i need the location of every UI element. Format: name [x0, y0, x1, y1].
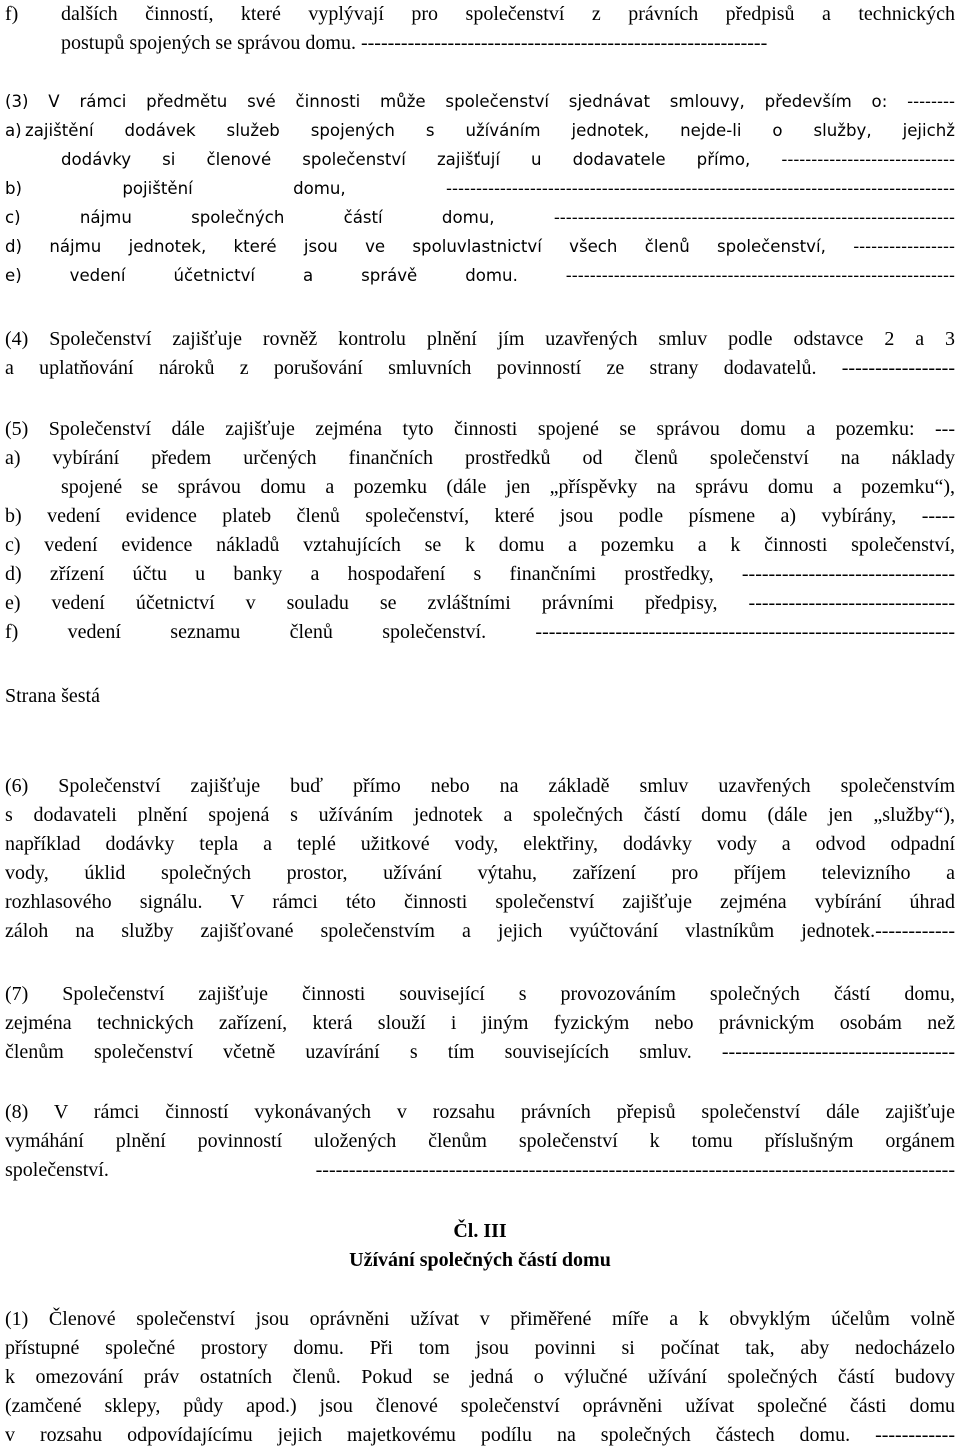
- article-3-paragraph-1-line3: k omezování práv ostatních členů. Pokud se jedná o výlučné užívání společných částí budovy: [5, 1366, 955, 1388]
- article-3-paragraph-1-line1: (1) Členové společenství jsou oprávněni užívat v přiměřené míře a k obvyklým účelům volně: [5, 1308, 955, 1330]
- paragraph-3-item-a-text2: dodávky si členové společenství zajišťují u dodavatele přímo, -----------------------------: [61, 150, 955, 169]
- paragraph-6-line1: (6) Společenství zajišťuje buď přímo nebo na základě smluv uzavřených společenstvím: [5, 775, 955, 797]
- paragraph-6-line2: s dodavateli plnění spojená s užíváním jednotek a společných částí domu (dále jen „služby“),: [5, 804, 955, 826]
- paragraph-3-item-a-text1: zajištění dodávek služeb spojených s užíváním jednotek, nejde-li o služby, jejichž: [25, 121, 955, 140]
- page-label-text: Strana šestá: [5, 685, 100, 707]
- paragraph-3-intro: (3) V rámci předmětu své činnosti může společenství sjednávat smlouvy, především o: --------: [5, 92, 955, 111]
- paragraph-3-item-d: d) nájmu jednotek, které jsou ve spoluvlastnictví všech členů společenství, -----------------: [5, 237, 955, 256]
- paragraph-5-item-a-line1: a) vybírání předem určených finančních prostředků od členů společenství na náklady: [5, 447, 955, 469]
- paragraph-4: [5, 325, 955, 383]
- paragraph-4-line1: (4) Společenství zajišťuje rovněž kontrolu plnění jím uzavřených smluv podle odstavce 2 a 3: [5, 328, 955, 350]
- paragraph-3-item-c: c) nájmu společných částí domu, -------------------------------------------------------------------: [5, 208, 955, 227]
- item-f-top-label: f): [5, 3, 19, 25]
- article-number: Čl. III: [453, 1220, 507, 1242]
- paragraph-3-item-e: e) vedení účetnictví a správě domu. -----------------------------------------------------------------: [5, 266, 955, 285]
- paragraph-7-line3: členům společenství včetně uzavírání s tím souvisejících smluv. -----------------------------------: [5, 1041, 955, 1063]
- article-heading: [5, 1217, 955, 1275]
- paragraph-8-line2: vymáhání plnění povinností uložených členům společenství k tomu příslušným orgánem: [5, 1130, 955, 1152]
- paragraph-5-item-a-line2: spojené se správou domu a pozemku (dále jen „příspěvky na správu domu a pozemku“),: [61, 476, 955, 498]
- paragraph-6: [5, 772, 955, 946]
- item-f-top: [5, 0, 955, 58]
- article-3-paragraph-1-line2: přístupné společné prostory domu. Při tom jsou povinni si počínat tak, aby nedocházelo: [5, 1337, 955, 1359]
- article-3-paragraph-1-line5: v rozsahu odpovídajícímu jejich majetkovému podílu na společných částech domu. ------------: [5, 1424, 955, 1446]
- paragraph-5-item-d: d) zřízení účtu u banky a hospodaření s finančními prostředky, --------------------------------: [5, 563, 955, 585]
- paragraph-8-line1: (8) V rámci činností vykonávaných v rozsahu právních přepisů společenství dále zajišťuje: [5, 1101, 955, 1123]
- article-title: Užívání společných částí domu: [349, 1249, 611, 1271]
- paragraph-5: [5, 415, 955, 647]
- paragraph-6-line5: rozhlasového signálu. V rámci této činnosti společenství zajišťuje zejména vybírání úhrad: [5, 891, 955, 913]
- item-f-top-text1: dalších činností, které vyplývají pro společenství z právních předpisů a technických: [61, 3, 955, 25]
- paragraph-5-item-b: b) vedení evidence plateb členů společenství, které jsou podle písmene a) vybírány, -----: [5, 505, 955, 527]
- paragraph-8: [5, 1098, 955, 1185]
- item-f-top-text2: postupů spojených se správou domu. -------------------------------------------------------------: [61, 32, 768, 54]
- paragraph-5-item-c: c) vedení evidence nákladů vztahujících se k domu a pozemku a k činnosti společenství,: [5, 534, 955, 556]
- article-3-paragraph-1-line4: (zamčené sklepy, půdy apod.) jsou členové společenství oprávněni užívat společné části domu: [5, 1395, 955, 1417]
- paragraph-4-line2: a uplatňování nároků z porušování smluvních povinností ze strany dodavatelů. -----------------: [5, 357, 955, 379]
- paragraph-7-line1: (7) Společenství zajišťuje činnosti související s provozováním společných částí domu,: [5, 983, 955, 1005]
- paragraph-7-line2: zejména technických zařízení, která slouží i jiným fyzickým nebo právnickým osobám než: [5, 1012, 955, 1034]
- paragraph-3-item-b: b) pojištění domu, -------------------------------------------------------------------------------------: [5, 179, 955, 198]
- page-label: [5, 682, 955, 711]
- paragraph-8-line3: společenství. ------------------------------------------------------------------------------------------------: [5, 1159, 955, 1181]
- paragraph-3: [5, 87, 955, 290]
- paragraph-7: [5, 980, 955, 1067]
- paragraph-6-line4: vody, úklid společných prostor, užívání výtahu, zařízení pro příjem televizního a: [5, 862, 955, 884]
- paragraph-3-item-a-label: a): [5, 121, 22, 140]
- paragraph-6-line6: záloh na služby zajišťované společenstvím a jejich vyúčtování vlastníkům jednotek.------------: [5, 920, 955, 942]
- paragraph-5-item-e: e) vedení účetnictví v souladu se zvláštními právními předpisy, -------------------------------: [5, 592, 955, 614]
- article-3-paragraph-1: [5, 1305, 955, 1450]
- paragraph-6-line3: například dodávky tepla a teplé užitkové vody, elektřiny, dodávky vody a odvod odpadní: [5, 833, 955, 855]
- paragraph-3-item-a: [5, 116, 955, 145]
- paragraph-5-item-f: f) vedení seznamu členů společenství. ---------------------------------------------------------------: [5, 621, 955, 643]
- paragraph-5-intro: (5) Společenství dále zajišťuje zejména tyto činnosti spojené se správou domu a pozemku: ---: [5, 418, 955, 440]
- item-f-top-line1: [5, 0, 955, 29]
